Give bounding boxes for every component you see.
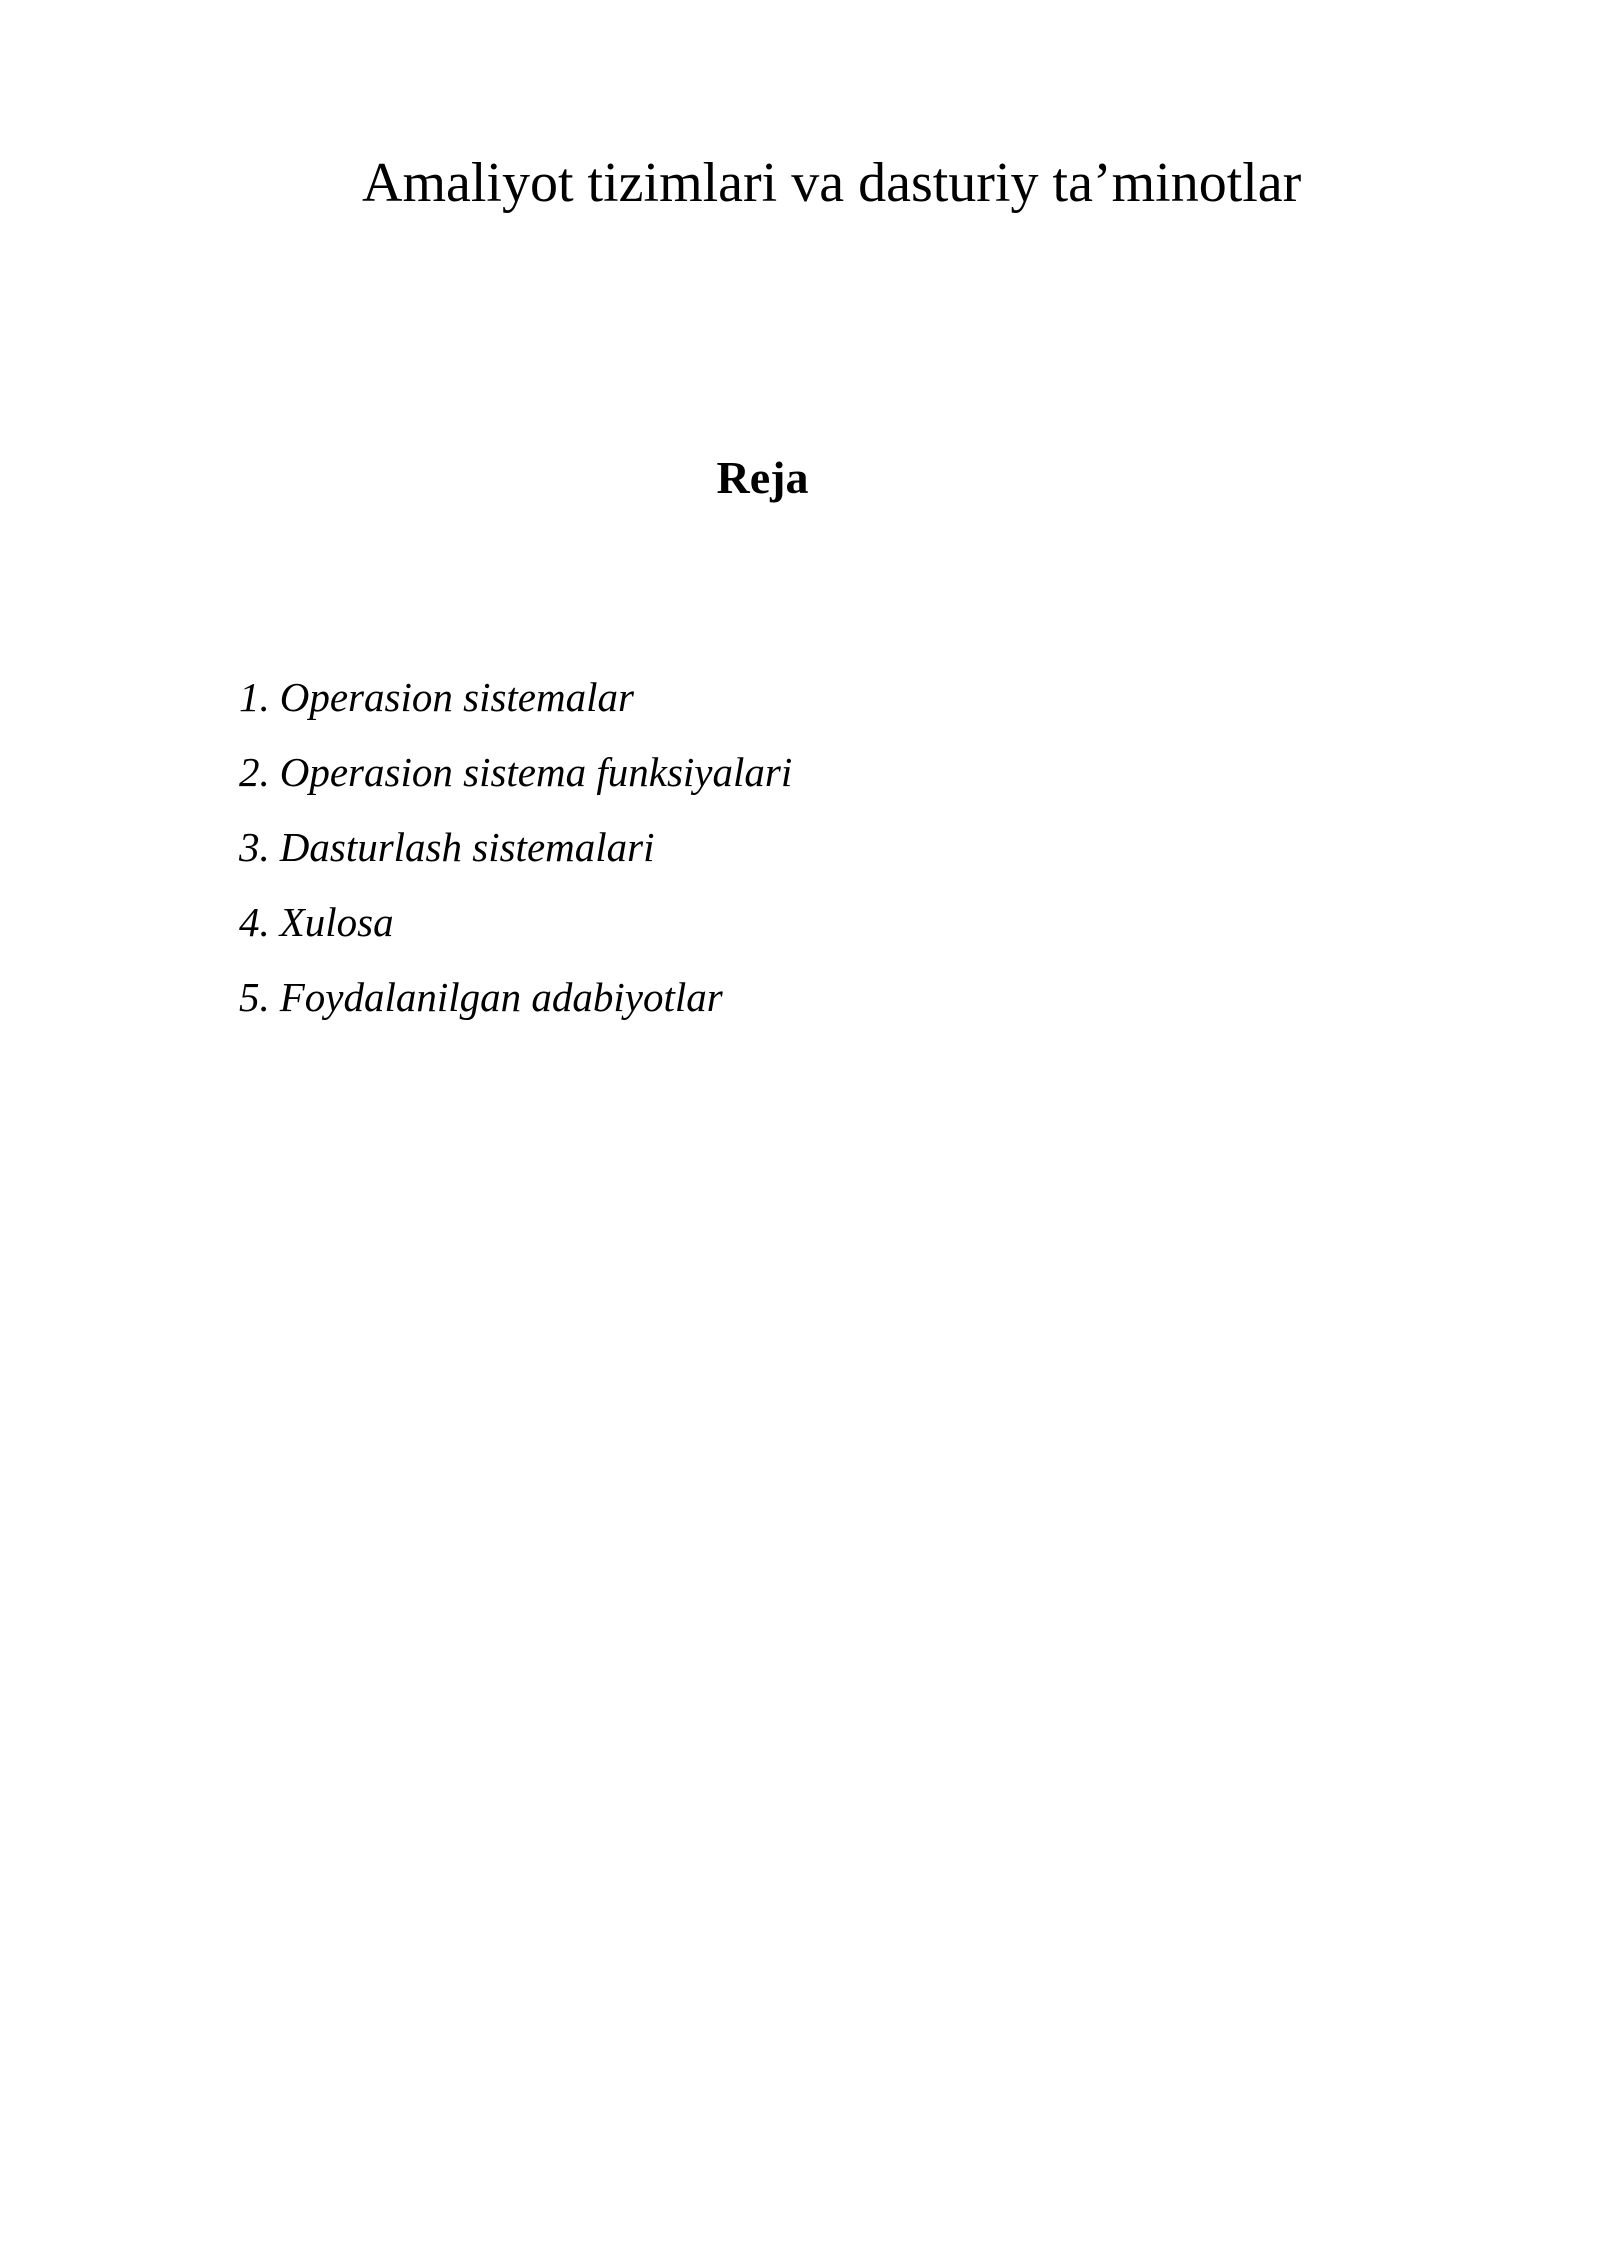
plan-item-number: 3. — [239, 824, 270, 870]
plan-item-number: 2. — [239, 749, 270, 795]
plan-item-2 — [239, 735, 792, 810]
plan-item-text: Foydalanilgan adabiyotlar — [279, 974, 723, 1020]
plan-item-1 — [239, 660, 792, 735]
plan-list — [239, 660, 792, 1035]
plan-item-5 — [239, 960, 792, 1035]
plan-item-text: Xulosa — [279, 899, 394, 945]
plan-item-number: 1. — [239, 674, 270, 720]
document-title: Amaliyot tizimlari va dasturiy ta’minotlar — [362, 152, 1302, 214]
plan-heading: Reja — [716, 452, 809, 503]
plan-item-text: Operasion sistemalar — [279, 674, 634, 720]
plan-item-4 — [239, 885, 792, 960]
plan-item-number: 4. — [239, 899, 270, 945]
plan-item-number: 5. — [239, 974, 270, 1020]
plan-item-3 — [239, 810, 792, 885]
plan-item-text: Operasion sistema funksiyalari — [279, 749, 793, 795]
plan-item-text: Dasturlash sistemalari — [279, 824, 655, 870]
